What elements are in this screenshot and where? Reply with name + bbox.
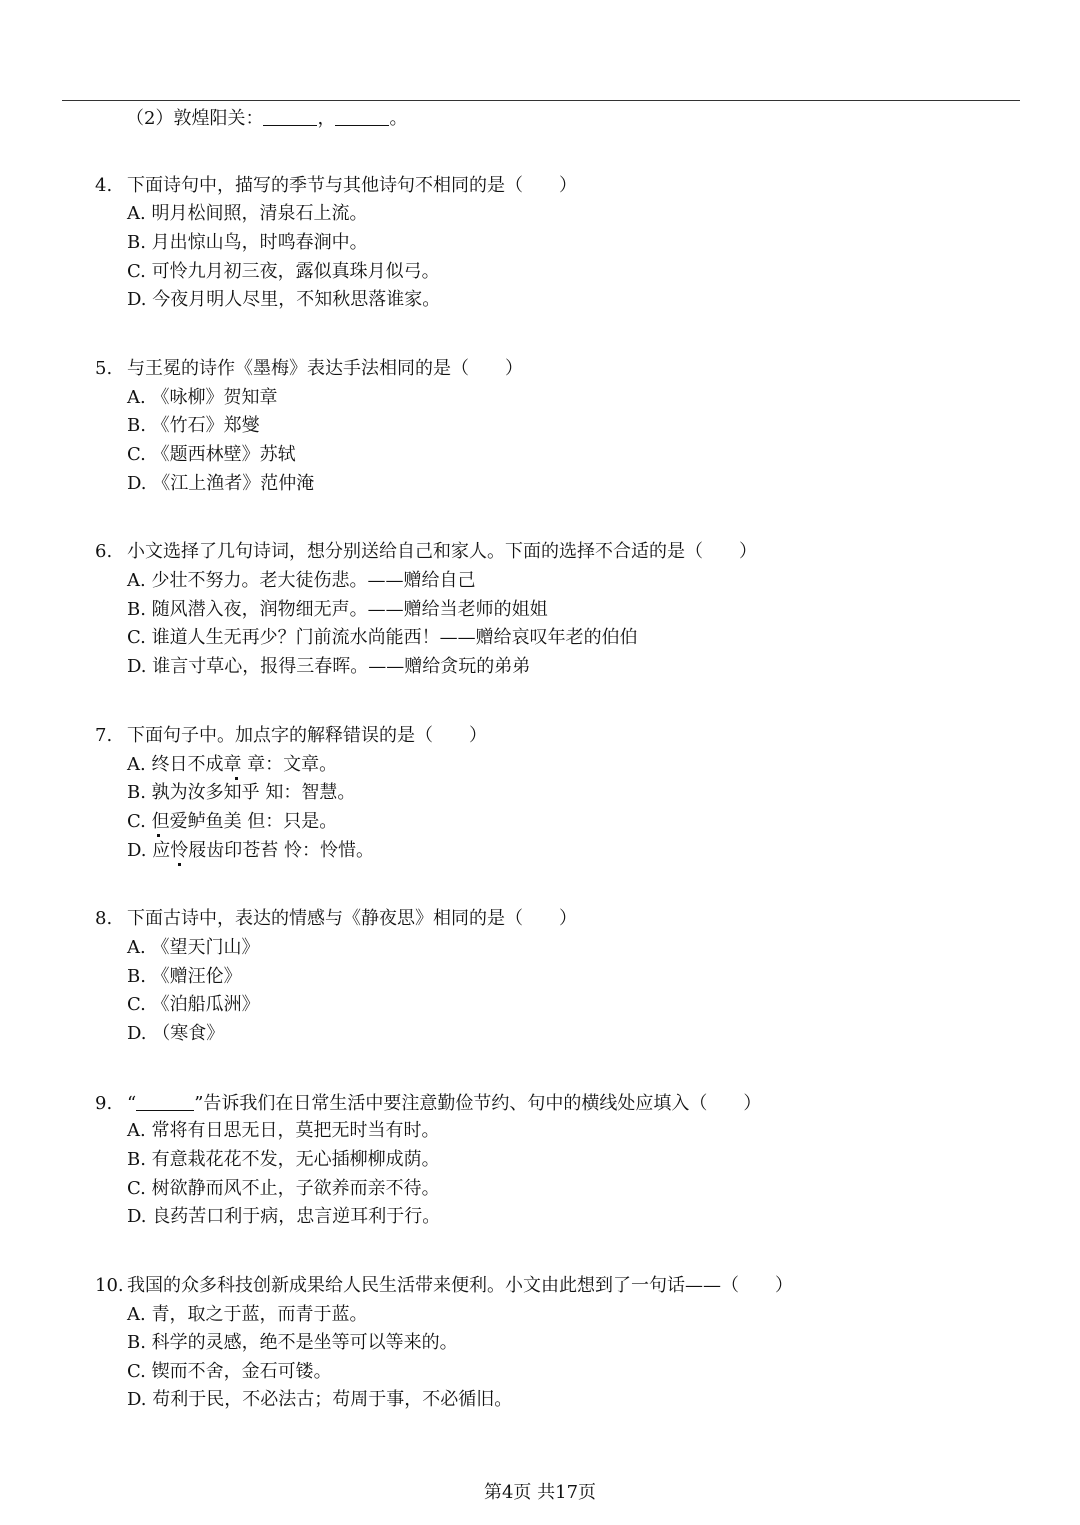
- question-7-option-b[interactable]: B. 孰为汝多知乎 知：智慧。: [127, 782, 356, 803]
- question-number: 10.: [95, 1275, 124, 1296]
- question-10-option-d[interactable]: D. 苟利于民，不必法古；苟周于事，不必循旧。: [127, 1389, 513, 1410]
- subquestion-separator: ，: [317, 108, 336, 129]
- question-7-option-d[interactable]: D. 应怜屐齿印苍苔 怜：怜惜。: [127, 840, 374, 861]
- subquestion-2: [126, 107, 407, 130]
- question-9-option-d[interactable]: D. 良药苦口利于病，忠言逆耳利于行。: [127, 1206, 441, 1227]
- question-number: 9.: [95, 1093, 113, 1114]
- question-6-stem: [95, 541, 757, 563]
- question-5-option-d[interactable]: D. 《江上渔者》范仲淹: [127, 473, 315, 494]
- page-footer: 第4页 共17页: [483, 1482, 597, 1503]
- answer-blank[interactable]: [335, 107, 389, 126]
- question-text: 下面古诗中，表达的情感与《静夜思》相同的是（ ）: [127, 908, 577, 929]
- question-7-stem: [95, 725, 487, 747]
- question-7-option-c[interactable]: C. 但爱鲈鱼美 但：只是。: [127, 811, 338, 832]
- question-8-stem: [95, 908, 577, 930]
- question-8-option-b[interactable]: B. 《赠汪伦》: [127, 966, 242, 987]
- question-10-option-b[interactable]: B. 科学的灵感，绝不是坐等可以等来的。: [127, 1332, 458, 1353]
- header-rule: [62, 100, 1020, 101]
- answer-blank[interactable]: [263, 107, 317, 126]
- emphasis-dot: [235, 777, 238, 780]
- question-10-option-c[interactable]: C. 锲而不舍，金石可镂。: [127, 1361, 332, 1382]
- question-7-option-a[interactable]: A. 终日不成章 章：文章。: [127, 754, 338, 775]
- question-text: 小文选择了几句诗词，想分别送给自己和家人。下面的选择不合适的是（ ）: [127, 541, 757, 562]
- question-number: 8.: [95, 908, 113, 929]
- emphasis-dot: [157, 834, 160, 837]
- question-number: 7.: [95, 725, 113, 746]
- question-text: ”告诉我们在日常生活中要注意勤俭节约、句中的横线处应填入（ ）: [194, 1093, 762, 1114]
- question-4-option-b[interactable]: B. 月出惊山鸟，时鸣春涧中。: [127, 232, 368, 253]
- question-text: 与王冕的诗作《墨梅》表达手法相同的是（ ）: [127, 358, 523, 379]
- subquestion-label: （2）敦煌阳关：: [126, 108, 264, 129]
- question-number: 6.: [95, 541, 113, 562]
- question-4-option-a[interactable]: A. 明月松间照，清泉石上流。: [127, 203, 368, 224]
- question-5-option-b[interactable]: B. 《竹石》郑燮: [127, 415, 260, 436]
- question-4-option-d[interactable]: D. 今夜月明人尽里，不知秋思落谁家。: [127, 289, 441, 310]
- question-text: 我国的众多科技创新成果给人民生活带来便利。小文由此想到了一句话——（ ）: [127, 1275, 793, 1296]
- question-9-stem: [95, 1092, 761, 1115]
- question-5-stem: [95, 358, 523, 380]
- question-10-option-a[interactable]: A. 青，取之于蓝，而青于蓝。: [127, 1304, 368, 1325]
- question-open-quote: “: [127, 1093, 137, 1114]
- question-6-option-c[interactable]: C. 谁道人生无再少？门前流水尚能西！——赠给哀叹年老的伯伯: [127, 627, 638, 648]
- question-text: 下面诗句中，描写的季节与其他诗句不相同的是（ ）: [127, 175, 577, 196]
- question-4-option-c[interactable]: C. 可怜九月初三夜，露似真珠月似弓。: [127, 261, 440, 282]
- question-number: 5.: [95, 358, 113, 379]
- question-4-stem: [95, 175, 577, 197]
- question-9-option-a[interactable]: A. 常将有日思无日，莫把无时当有时。: [127, 1120, 440, 1141]
- question-text: 下面句子中。加点字的解释错误的是（ ）: [127, 725, 487, 746]
- question-9-option-c[interactable]: C. 树欲静而风不止，子欲养而亲不待。: [127, 1178, 440, 1199]
- subquestion-end: 。: [389, 108, 408, 129]
- question-6-option-d[interactable]: D. 谁言寸草心，报得三春晖。——赠给贪玩的弟弟: [127, 656, 531, 677]
- question-5-option-c[interactable]: C. 《题西林壁》苏轼: [127, 444, 296, 465]
- question-8-option-a[interactable]: A. 《望天门山》: [127, 937, 260, 958]
- question-8-option-c[interactable]: C. 《泊船瓜洲》: [127, 994, 260, 1015]
- question-5-option-a[interactable]: A. 《咏柳》贺知章: [127, 387, 278, 408]
- question-9-option-b[interactable]: B. 有意栽花花不发，无心插柳柳成荫。: [127, 1149, 440, 1170]
- question-number: 4.: [95, 175, 113, 196]
- question-10-stem: [95, 1275, 793, 1297]
- question-6-option-b[interactable]: B. 随风潜入夜，润物细无声。——赠给当老师的姐姐: [127, 599, 548, 620]
- question-8-option-d[interactable]: D. （寒食》: [127, 1023, 225, 1044]
- question-6-option-a[interactable]: A. 少壮不努力。老大徒伤悲。——赠给自己: [127, 570, 476, 591]
- emphasis-dot: [178, 863, 181, 866]
- answer-blank[interactable]: [136, 1092, 194, 1111]
